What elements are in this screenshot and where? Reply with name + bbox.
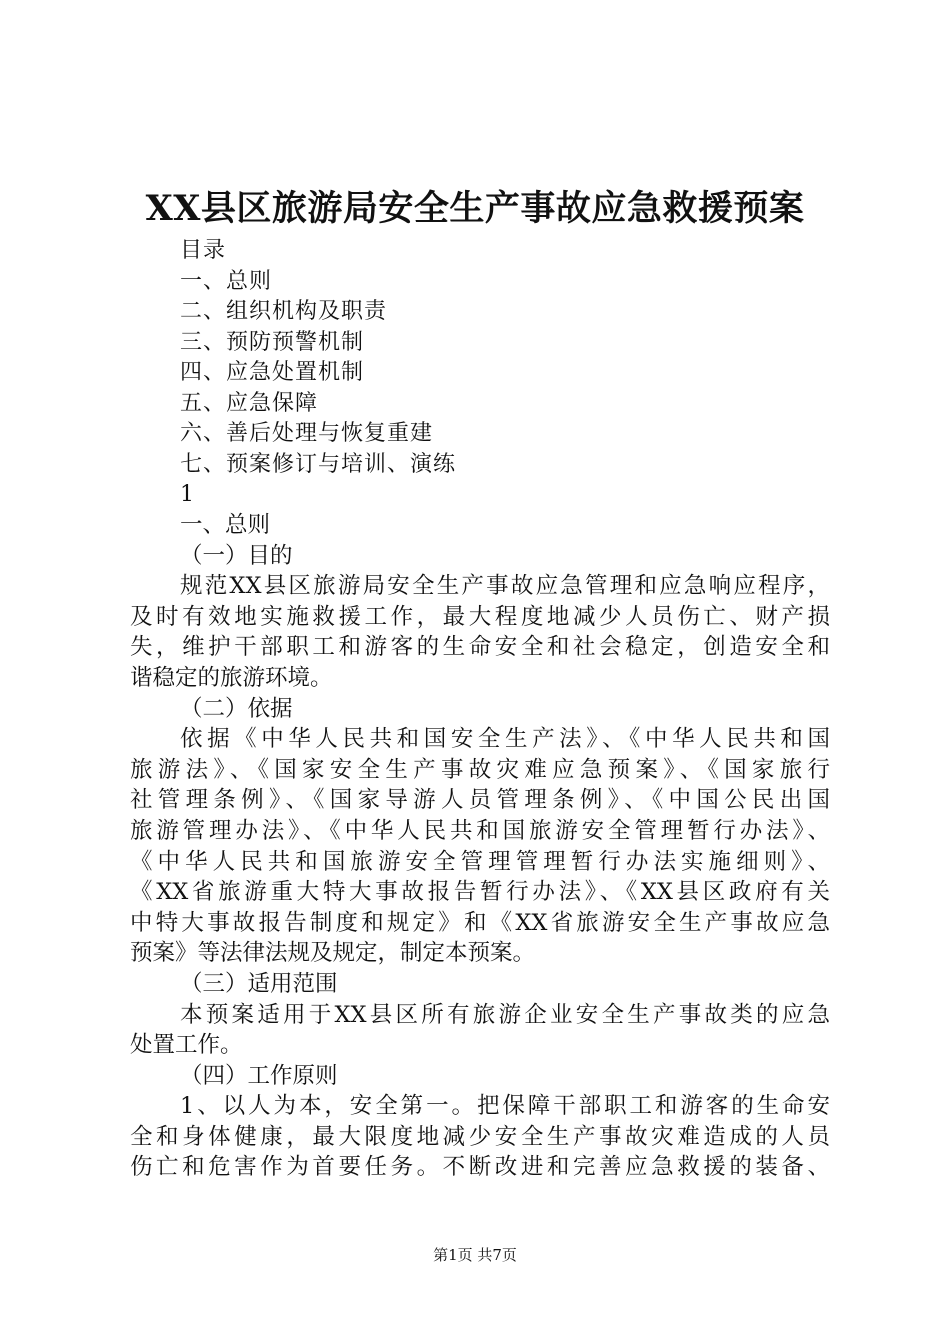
paragraph-line: 本预案适用于XX县区所有旅游企业安全生产事故类的应急 xyxy=(180,1001,830,1028)
toc-page-number: 1 xyxy=(180,482,195,507)
toc-item: 六、善后处理与恢复重建 xyxy=(180,421,434,446)
paragraph-line: 社管理条例》、《国家导游人员管理条例》、《中国公民出国 xyxy=(130,787,830,814)
toc-item: 二、组织机构及职责 xyxy=(180,299,388,324)
document-body xyxy=(130,510,830,1183)
paragraph-line: 旅游法》、《国家安全生产事故灾难应急预案》、《国家旅行 xyxy=(130,756,830,783)
subsection-heading: （三）适用范围 xyxy=(180,970,338,997)
toc-item: 七、预案修订与培训、演练 xyxy=(180,451,457,477)
toc-item: 五、应急保障 xyxy=(180,390,319,416)
paragraph-line: 《XX省旅游重大特大事故报告暂行办法》、《XX县区政府有关 xyxy=(130,879,830,906)
paragraph-line: 全和身体健康，最大限度地减少安全生产事故灾难造成的人员 xyxy=(130,1123,830,1150)
paragraph-line: 规范XX县区旅游局安全生产事故应急管理和应急响应程序， xyxy=(180,573,830,600)
paragraph-line: 预案》等法律法规及规定，制定本预案。 xyxy=(130,940,536,967)
paragraph-line: 及时有效地实施救援工作，最大程度地减少人员伤亡、财产损 xyxy=(130,603,830,630)
paragraph-line: 1、以人为本，安全第一。把保障干部职工和游客的生命安 xyxy=(180,1093,830,1120)
paragraph-line: 伤亡和危害作为首要任务。不断改进和完善应急救援的装备、 xyxy=(130,1154,830,1181)
paragraph-line: 处置工作。 xyxy=(130,1032,243,1059)
page-footer: 第1页 共7页 xyxy=(433,1246,517,1264)
toc-item: 一、总则 xyxy=(180,268,273,294)
table-of-contents xyxy=(180,236,820,511)
toc-item: 三、预防预警机制 xyxy=(180,329,365,355)
subsection-heading: （四）工作原则 xyxy=(180,1062,338,1089)
paragraph-line: 《中华人民共和国旅游安全管理管理暂行办法实施细则》、 xyxy=(130,848,830,875)
subsection-heading: （一）目的 xyxy=(180,542,293,569)
paragraph-line: 中特大事故报告制度和规定》和《XX省旅游安全生产事故应急 xyxy=(130,909,830,936)
paragraph-line: 依据《中华人民共和国安全生产法》、《中华人民共和国 xyxy=(180,726,830,753)
toc-item: 四、应急处置机制 xyxy=(180,360,365,385)
paragraph-line: 失，维护干部职工和游客的生命安全和社会稳定，创造安全和 xyxy=(130,634,830,661)
paragraph-line: 旅游管理办法》、《中华人民共和国旅游安全管理暂行办法》、 xyxy=(130,817,830,844)
subsection-heading: （二）依据 xyxy=(180,695,293,722)
paragraph-line: 谐稳定的旅游环境。 xyxy=(130,664,333,691)
section-heading: 一、总则 xyxy=(180,512,271,538)
toc-heading: 目录 xyxy=(180,238,227,263)
document-title: XX县区旅游局安全生产事故应急救援预案 xyxy=(145,188,805,229)
